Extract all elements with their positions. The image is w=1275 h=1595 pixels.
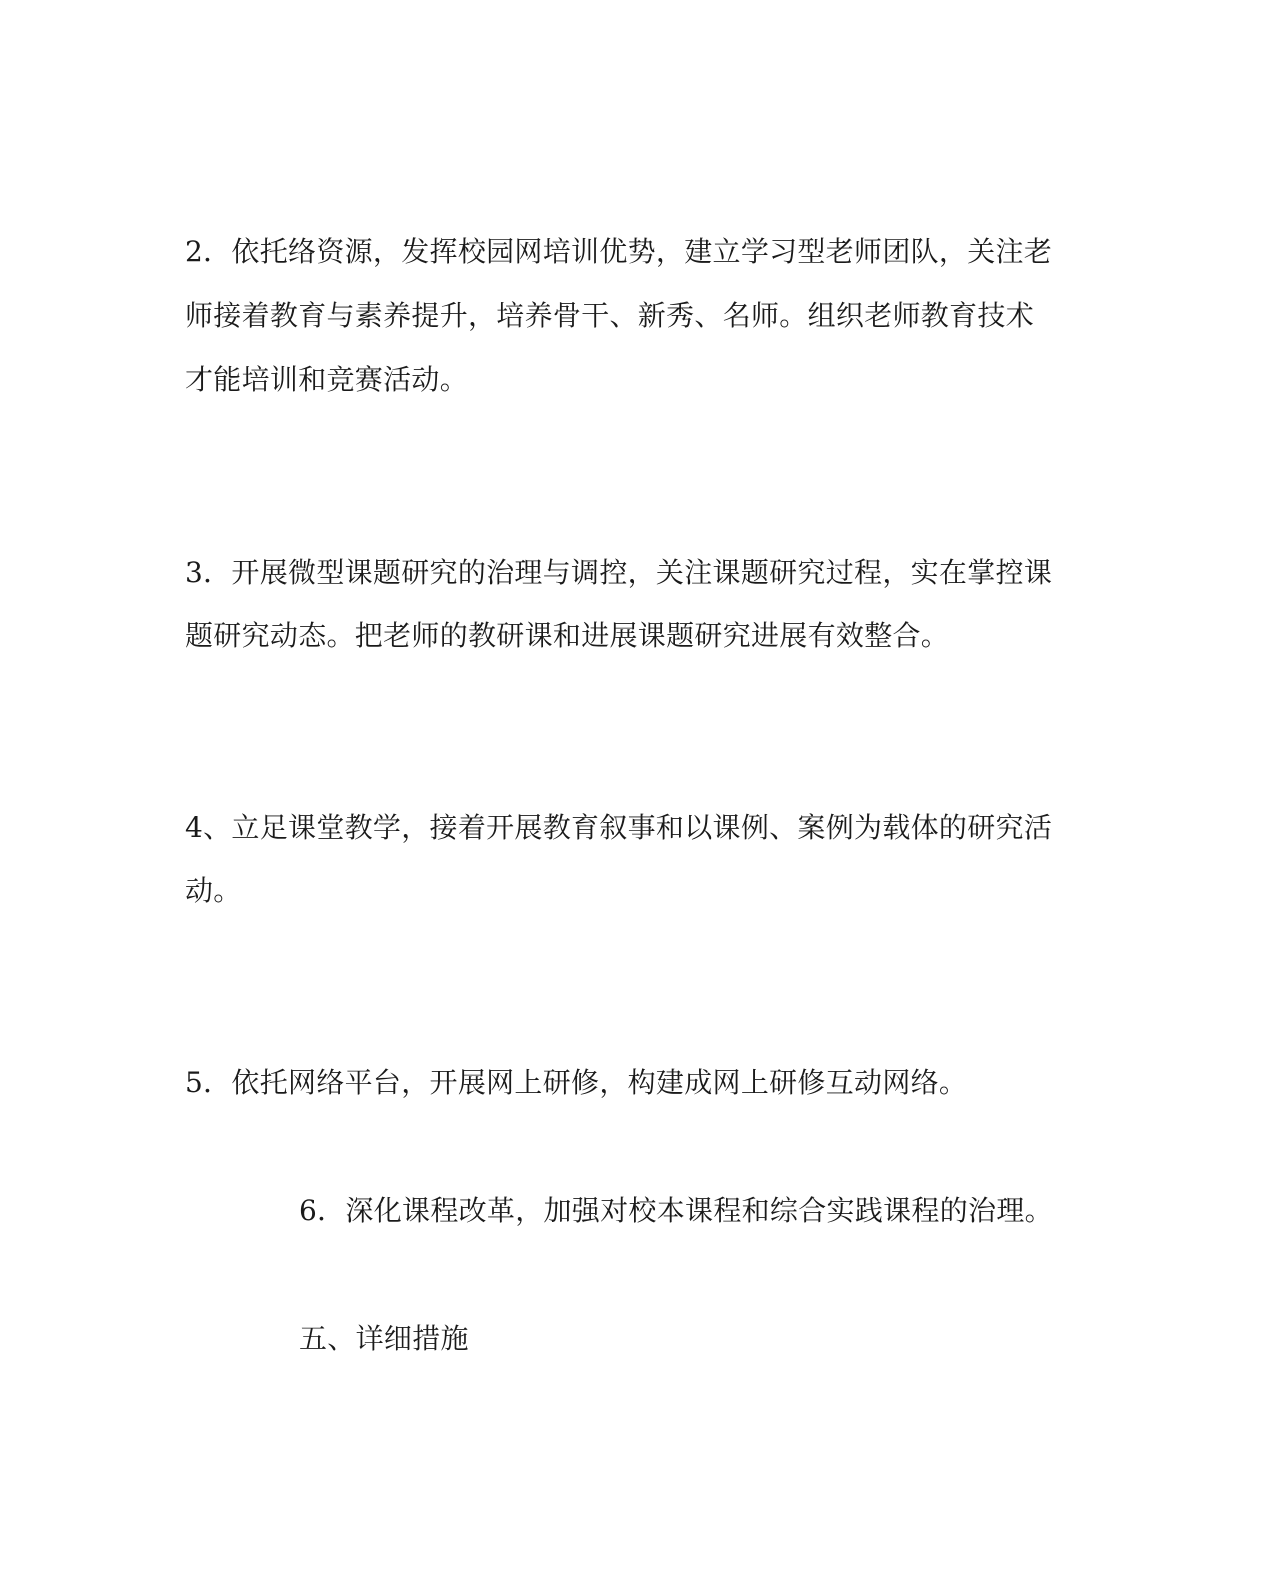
paragraph-2-line-2: 师接着教育与素养提升，培养骨干、新秀、名师。组织老师教育技术 — [185, 299, 1035, 332]
paragraph-5-line-1: 5．依托网络平台，开展网上研修，构建成网上研修互动网络。 — [185, 1066, 968, 1099]
paragraph-4-line-1: 4、立足课堂教学，接着开展教育叙事和以课例、案例为载体的研究活 — [185, 811, 1053, 844]
paragraph-4-line-2: 动。 — [185, 874, 242, 907]
paragraph-3-line-1: 3．开展微型课题研究的治理与调控，关注课题研究过程，实在掌控课 — [185, 556, 1053, 589]
paragraph-3-line-2: 题研究动态。把老师的教研课和进展课题研究进展有效整合。 — [185, 619, 950, 652]
section-heading-measures: 五、详细措施 — [299, 1322, 469, 1355]
paragraph-2-line-3: 才能培训和竞赛活动。 — [185, 363, 469, 396]
paragraph-2-line-1: 2．依托络资源，发挥校园网培训优势，建立学习型老师团队，关注老 — [185, 235, 1053, 268]
paragraph-6-line-1: 6．深化课程改革，加强对校本课程和综合实践课程的治理。 — [299, 1194, 1053, 1227]
